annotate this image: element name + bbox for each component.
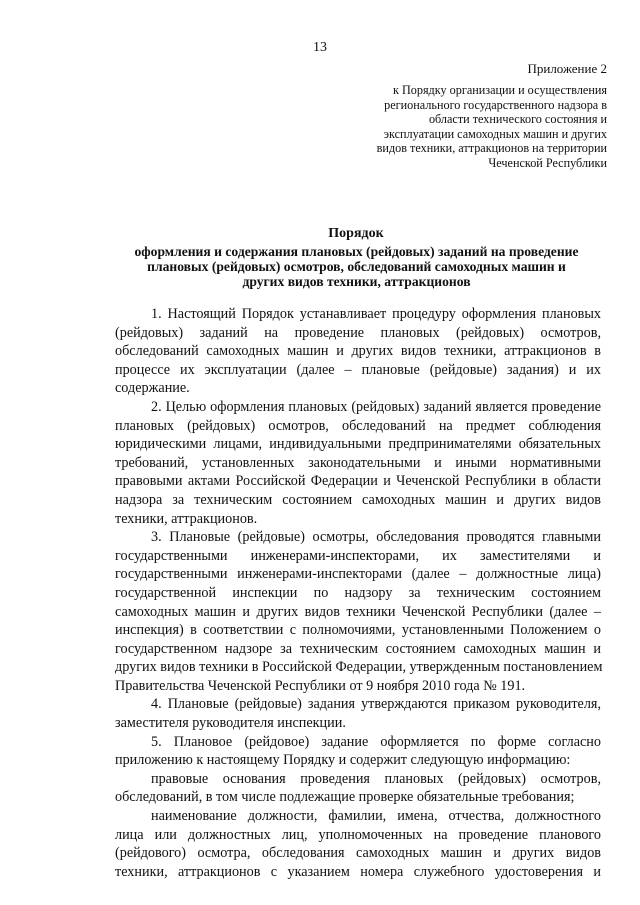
appendix-reference [327,83,607,171]
body-text-line: обследований самоходных машин и других видов техники, аттракционов в [115,343,601,360]
body-text-line: государственном надзоре за техническим состоянием самоходных машин и [115,640,601,657]
body-text-line: плановых (рейдовых) осмотров, обследований на предмет соблюдения [115,417,601,434]
page-number: 13 [313,40,327,55]
appendix-line: Чеченской Республики [488,155,607,170]
body-text-line: юридическими лицами, индивидуальными предпринимателями обязательных [115,436,601,453]
appendix-line: эксплуатации самоходных машин и других [383,126,607,141]
body-text-line: государственными инженерами-инспекторами, их заместителями и [115,547,601,564]
body-text-line: самоходных машин и других видов техники Чеченской Республики (далее – [115,603,601,620]
subtitle-line: других видов техники, аттракционов [242,274,471,289]
body-text-line: приложению к настоящему Порядку и содержит следующую информацию: [115,752,571,769]
body-text-line: правовые основания проведения плановых (рейдовых) осмотров, [151,770,601,787]
body-text-line: 3. Плановые (рейдовые) осмотры, обследования проводятся главными [151,529,601,546]
body-text-line: 2. Целью оформления плановых (рейдовых) заданий является проведение [151,398,601,415]
body-text-line: обследований, в том числе подлежащие проверке обязательные требования; [115,789,575,806]
body-text-line: наименование должности, фамилии, имена, отчества, должностного [151,808,601,825]
body-text-line: 4. Плановые (рейдовые) задания утверждаются приказом руководителя, [151,696,601,713]
body-text-line: лица или должностных лиц, уполномоченных на проведение планового [115,826,601,843]
body-text-line: техники, аттракционов с указанием номера служебного удостоверения и [115,863,601,880]
body-text-line: правовыми актами Российской Федерации и Чеченской Республики в области [115,473,601,490]
body-text-line: государственной инспекции по надзору за техническим состоянием [115,584,601,601]
body-text-line: заместителя руководителя инспекции. [115,715,346,732]
document-body [115,305,601,881]
body-text-line: (рейдового) осмотра, обследования самоходных машин и других видов [115,845,601,862]
body-text-line: других видов техники в Российской Федерации, утвержденным постановлением [115,659,603,676]
body-text-line: государственными инженерами-инспекторами (далее – должностные лица) [115,566,601,583]
document-subtitle [108,244,605,289]
body-text-line: (рейдовых) заданий на проведение плановых (рейдовых) осмотров, [115,324,601,341]
document-title: Порядок [328,226,384,241]
body-text-line: инспекция) в соответствии с полномочиями, установленными Положением о [115,622,601,639]
body-text-line: Правительства Чеченской Республики от 9 ноября 2010 года № 191. [115,677,526,694]
body-text-line: 5. Плановое (рейдовое) задание оформляется по форме согласно [151,733,601,750]
body-text-line: 1. Настоящий Порядок устанавливает процедуру оформления плановых [151,306,601,322]
appendix-line: к Порядку организации и осуществления [392,83,607,97]
body-text-line: надзора за техническим состоянием самоходных машин и других видов [115,491,601,508]
body-text-line: техники, аттракционов. [115,510,258,527]
subtitle-line: плановых (рейдовых) осмотров, обследований самоходных машин и [147,259,566,274]
appendix-title: Приложение 2 [527,61,607,76]
appendix-line: области технического состояния и [428,112,607,127]
body-text-line: требований, установленных законодательными и иными нормативными [115,454,601,471]
appendix-line: регионального государственного надзора в [384,97,607,112]
subtitle-line: оформления и содержания плановых (рейдовых) заданий на проведение [134,244,579,259]
body-text-line: содержание. [115,380,190,397]
body-text-line: процессе их эксплуатации (далее – плановые (рейдовые) задания) и их [115,361,601,378]
appendix-line: видов техники, аттракционов на территории [376,141,607,156]
